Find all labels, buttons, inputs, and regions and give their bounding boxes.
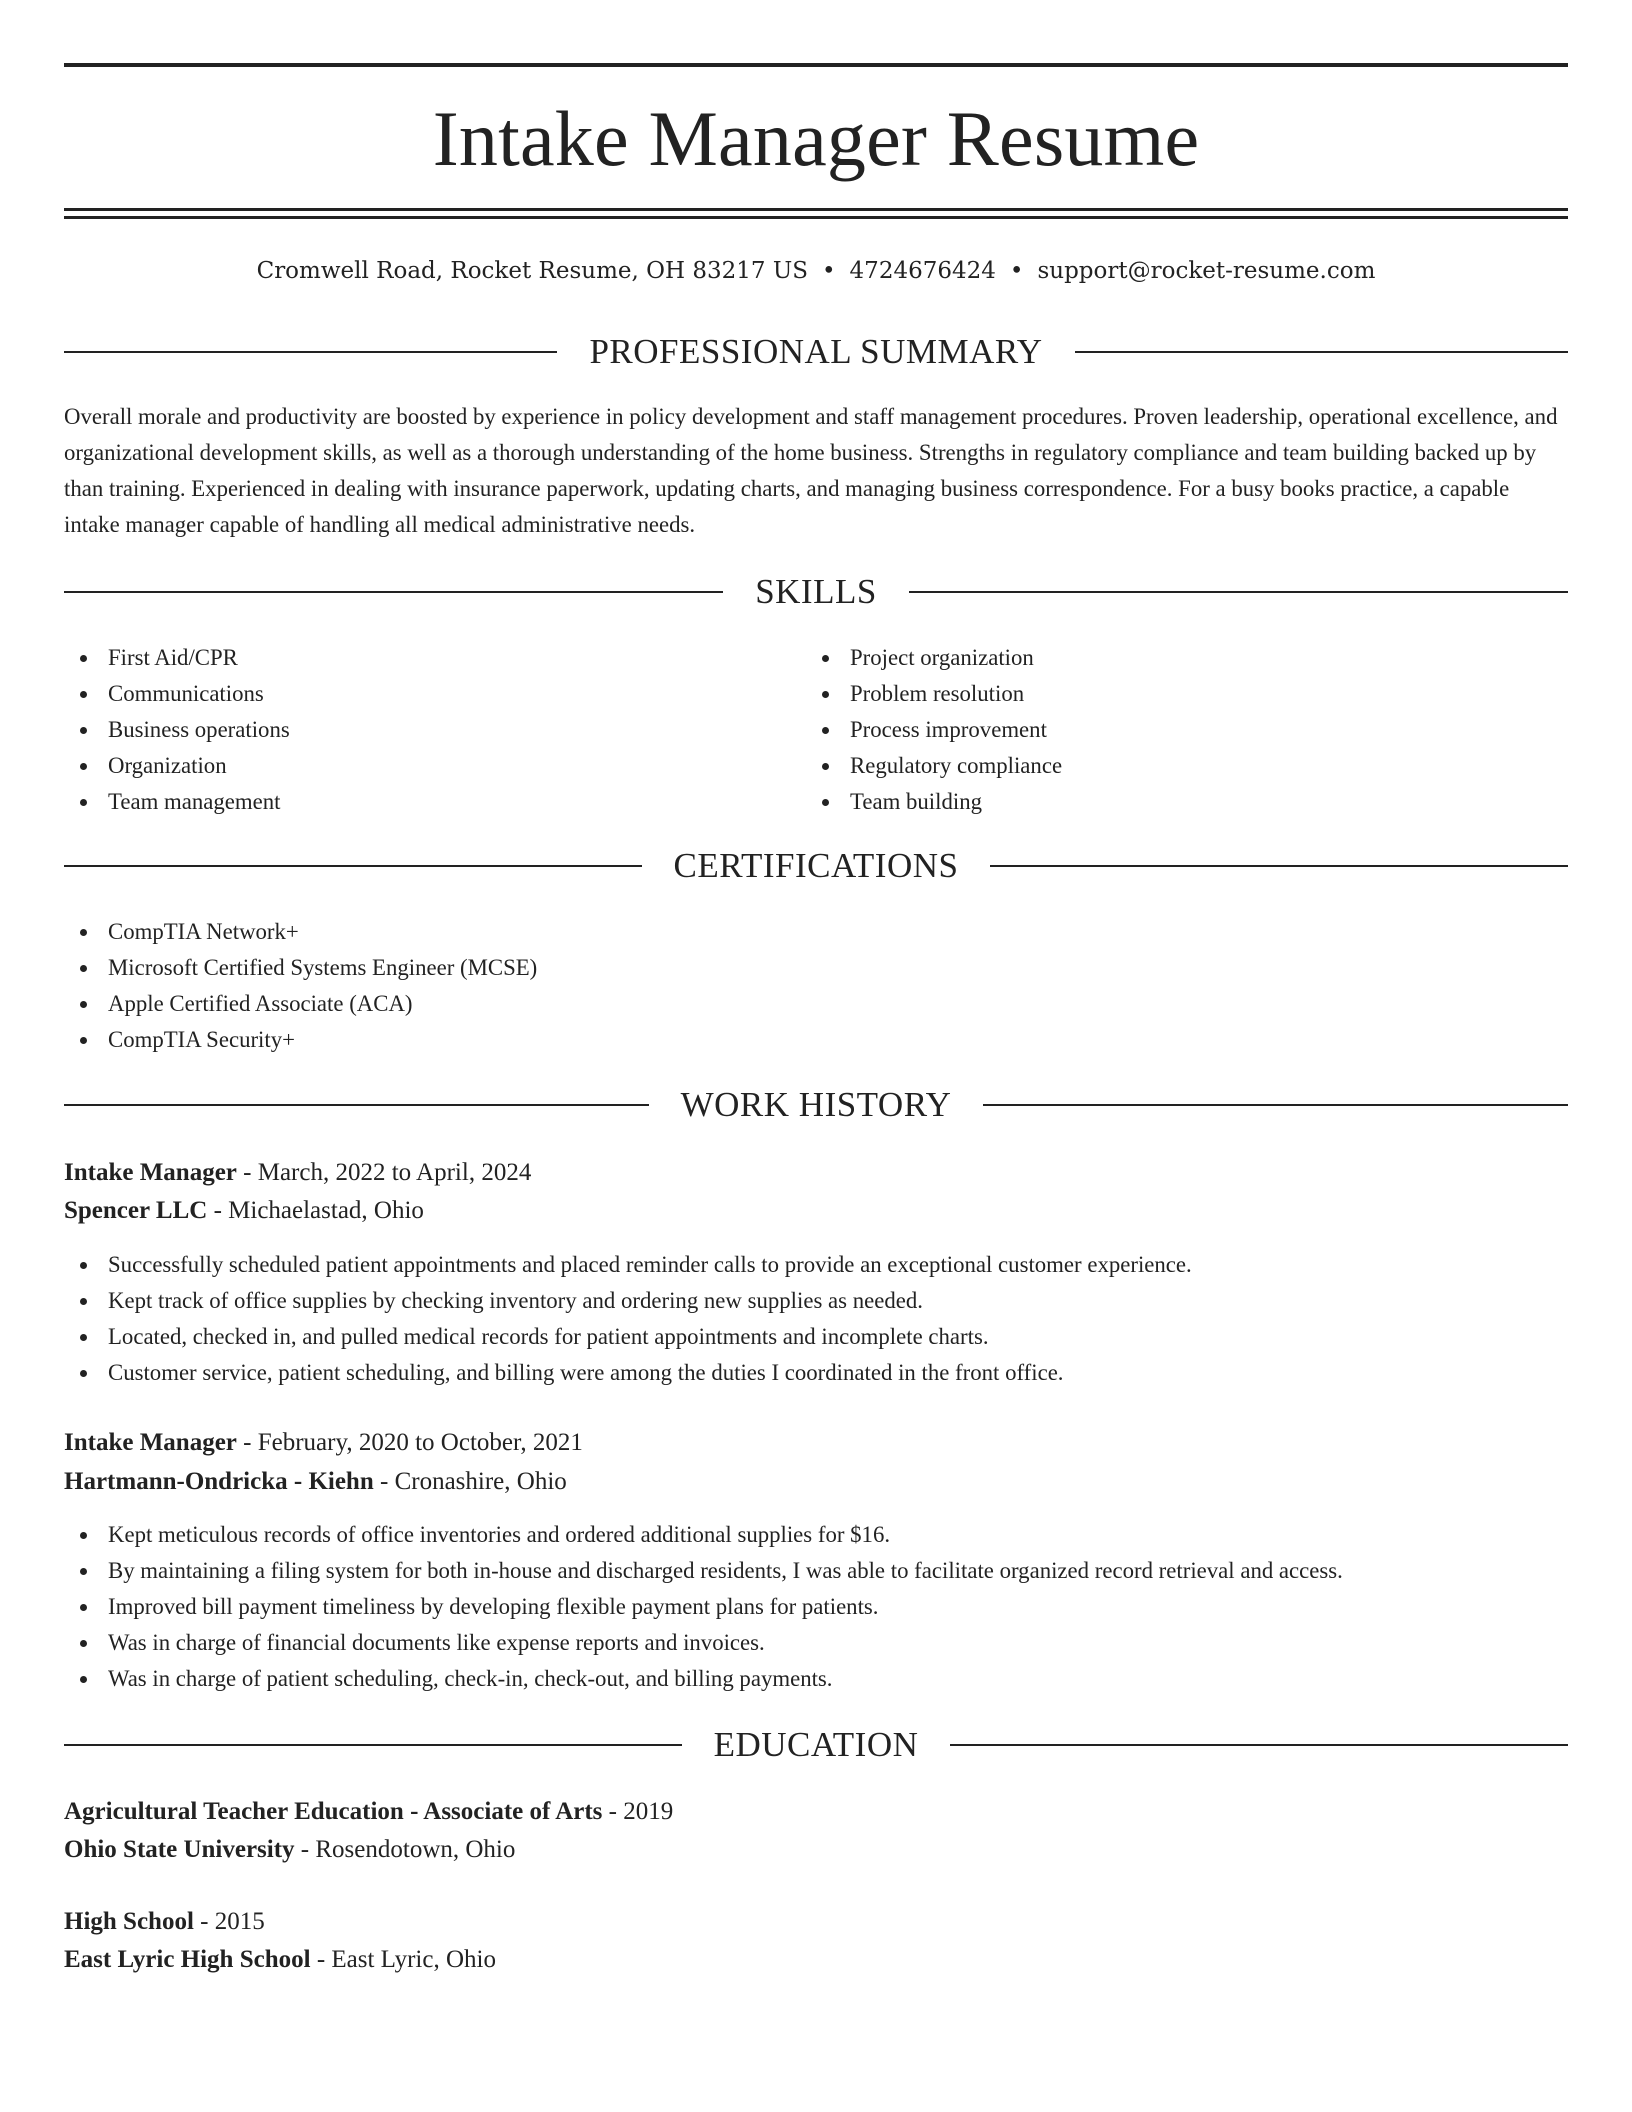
- section-title: PROFESSIONAL SUMMARY: [589, 332, 1043, 371]
- skill-item: Process improvement: [806, 712, 1062, 748]
- heading-rule: [950, 1744, 1568, 1746]
- job-company-line: [64, 1192, 1568, 1230]
- heading-rule: [64, 1104, 649, 1106]
- heading-rule: [64, 1744, 682, 1746]
- job-title-line: [64, 1424, 1568, 1462]
- section-heading-work-history: [64, 1083, 1568, 1127]
- education-location: - East Lyric, Ohio: [310, 1946, 496, 1973]
- contact-line: [64, 254, 1568, 288]
- job-bullet: Successfully scheduled patient appointments and placed reminder calls to provide an exceptional customer experience.: [64, 1247, 1192, 1283]
- contact-address: Cromwell Road, Rocket Resume, OH 83217 US: [256, 258, 808, 284]
- section-heading-summary: [64, 330, 1568, 374]
- job-company: Spencer LLC: [64, 1197, 208, 1224]
- job-location: - Michaelastad, Ohio: [207, 1197, 424, 1224]
- skills-list-left: [64, 640, 290, 820]
- heading-rule: [64, 865, 642, 867]
- heading-rule: [909, 591, 1568, 593]
- section-heading-skills: [64, 570, 1568, 614]
- section-title: SKILLS: [755, 572, 877, 611]
- job-bullet: Kept meticulous records of office inventories and ordered additional supplies for $16.: [64, 1517, 1343, 1553]
- job-dates: - February, 2020 to October, 2021: [236, 1429, 583, 1456]
- top-rule: [64, 63, 1568, 67]
- job-company: Hartmann-Ondricka - Kiehn: [64, 1468, 374, 1495]
- job-bullet: Was in charge of patient scheduling, check-in, check-out, and billing payments.: [64, 1661, 1343, 1697]
- skill-item: Organization: [64, 748, 290, 784]
- section-heading-certifications: [64, 844, 1568, 888]
- education-school: Ohio State University: [64, 1836, 295, 1863]
- job-title: Intake Manager: [64, 1429, 237, 1456]
- certification-item: CompTIA Security+: [64, 1022, 537, 1058]
- job-dates: - March, 2022 to April, 2024: [236, 1159, 532, 1186]
- certifications-list: [64, 914, 537, 1058]
- skill-item: Problem resolution: [806, 676, 1062, 712]
- job-location: - Cronashire, Ohio: [373, 1468, 567, 1495]
- section-title: CERTIFICATIONS: [673, 846, 959, 885]
- job-bullets: [64, 1517, 1343, 1697]
- contact-email: support@rocket-resume.com: [1037, 258, 1376, 284]
- job-title-line: [64, 1154, 1568, 1192]
- job-bullet: Located, checked in, and pulled medical records for patient appointments and incomplete charts.: [64, 1319, 1192, 1355]
- education-degree: Agricultural Teacher Education - Associate of Arts: [64, 1798, 603, 1825]
- education-year: - 2015: [193, 1908, 265, 1935]
- job-bullet: Customer service, patient scheduling, and billing were among the duties I coordinated in the front office.: [64, 1355, 1192, 1391]
- job-bullet: Kept track of office supplies by checking inventory and ordering new supplies as needed.: [64, 1283, 1192, 1319]
- heading-rule: [1075, 351, 1568, 353]
- education-degree: High School: [64, 1908, 194, 1935]
- section-heading-education: [64, 1723, 1568, 1767]
- contact-phone: 4724676424: [849, 258, 996, 284]
- skill-item: Project organization: [806, 640, 1062, 676]
- skills-list-right: [806, 640, 1062, 820]
- education-school: East Lyric High School: [64, 1946, 311, 1973]
- title-rule-upper: [64, 208, 1568, 211]
- education-degree-line: [64, 1903, 1568, 1941]
- skill-item: Team building: [806, 784, 1062, 820]
- certification-item: Apple Certified Associate (ACA): [64, 986, 537, 1022]
- skill-item: Business operations: [64, 712, 290, 748]
- contact-separator: •: [821, 258, 836, 284]
- job-bullet: Improved bill payment timeliness by developing flexible payment plans for patients.: [64, 1589, 1343, 1625]
- job-bullet: Was in charge of financial documents like expense reports and invoices.: [64, 1625, 1343, 1661]
- summary-text: Overall morale and productivity are boosted by experience in policy development and staff management procedures. Proven leadership, operational excellence, and organizational development skills, as well as a thorough understanding of the home business. Strengths in regulatory compliance and team building backed up by than training. Experienced in dealing with insurance paperwork, updating charts, and managing business correspondence. For a busy books practice, a capable intake manager capable of handling all medical administrative needs.: [64, 404, 1558, 537]
- contact-separator: •: [1009, 258, 1024, 284]
- skill-item: Regulatory compliance: [806, 748, 1062, 784]
- section-title: EDUCATION: [713, 1725, 919, 1764]
- education-year: - 2019: [602, 1798, 674, 1825]
- education-school-line: [64, 1831, 1568, 1869]
- section-title: WORK HISTORY: [680, 1085, 952, 1124]
- certification-item: CompTIA Network+: [64, 914, 537, 950]
- heading-rule: [64, 591, 723, 593]
- job-company-line: [64, 1463, 1568, 1501]
- heading-rule: [990, 865, 1568, 867]
- job-bullet: By maintaining a filing system for both in-house and discharged residents, I was able to facilitate organized record retrieval and access.: [64, 1553, 1343, 1589]
- certification-item: Microsoft Certified Systems Engineer (MCSE): [64, 950, 537, 986]
- heading-rule: [983, 1104, 1568, 1106]
- education-degree-line: [64, 1793, 1568, 1831]
- skill-item: Team management: [64, 784, 290, 820]
- skill-item: First Aid/CPR: [64, 640, 290, 676]
- job-title: Intake Manager: [64, 1159, 237, 1186]
- education-location: - Rosendotown, Ohio: [294, 1836, 516, 1863]
- job-bullets: [64, 1247, 1192, 1391]
- skill-item: Communications: [64, 676, 290, 712]
- education-school-line: [64, 1941, 1568, 1979]
- resume-title: Intake Manager Resume: [432, 95, 1200, 182]
- heading-rule: [64, 351, 557, 353]
- title-rule-lower: [64, 216, 1568, 219]
